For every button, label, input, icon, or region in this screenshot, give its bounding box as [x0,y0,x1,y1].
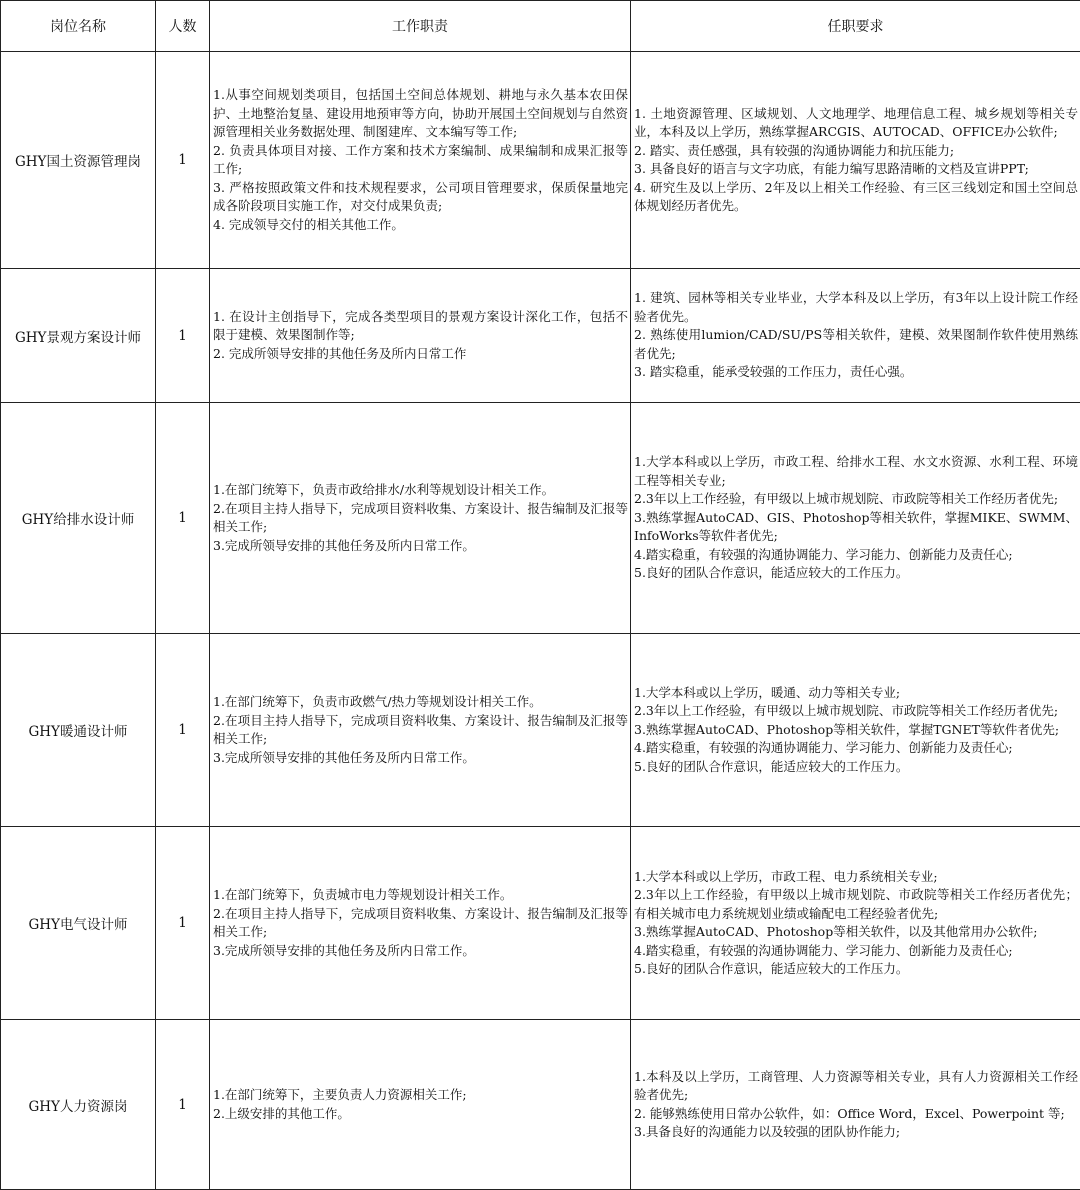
table-row [1,403,1080,634]
duties-cell [210,1020,631,1190]
requirement-item: 3. 具备良好的语言与文字功底，有能力编写思路清晰的文档及宣讲PPT; [634,161,1029,176]
requirement-item: 1. 建筑、园林等相关专业毕业，大学本科及以上学历，有3年以上设计院工作经验者优先。 [634,290,1078,324]
table-row [1,1020,1080,1190]
duty-item: 2. 完成所领导安排的其他任务及所内日常工作 [213,345,467,361]
duty-item: 1. 在设计主创指导下，完成各类型项目的景观方案设计深化工作，包括不限于建模、效果图制作等; [213,308,628,343]
duty-item: 1.在部门统筹下，负责城市电力等规划设计相关工作。 [213,887,513,902]
table-row [1,52,1080,269]
table-row [1,634,1080,827]
headcount: 1 [156,269,210,403]
duties-cell [210,403,631,634]
duty-item: 3. 严格按照政策文件和技术规程要求，公司项目管理要求，保质保量地完成各阶段项目实施工作，对交付成果负责; [213,179,628,213]
requirement-item: 5.良好的团队合作意识，能适应较大的工作压力。 [634,565,909,581]
requirement-item: 2.3年以上工作经验，有甲级以上城市规划院、市政院等相关工作经历者优先; [634,703,1059,719]
requirement-item: 1. 土地资源管理、区域规划、人文地理学、地理信息工程、城乡规划等相关专业，本科及以上学历，熟练掌握ARCGIS、AUTOCAD、OFFICE办公软件; [634,105,1078,139]
duties-cell [210,52,631,269]
requirements-cell [631,269,1080,403]
requirements-cell [631,403,1080,634]
requirement-item: 1.大学本科或以上学历，市政工程、电力系统相关专业; [634,868,938,884]
duty-item: 3.完成所领导安排的其他任务及所内日常工作。 [213,537,475,553]
requirement-item: 1.大学本科或以上学历，暖通、动力等相关专业; [634,684,901,700]
header-position: 岗位名称 [1,1,156,52]
duty-item: 3.完成所领导安排的其他任务及所内日常工作。 [213,749,475,765]
duty-item: 2.上级安排的其他工作。 [213,1105,350,1121]
duty-item: 2.在项目主持人指导下，完成项目资料收集、方案设计、报告编制及汇报等相关工作; [213,905,628,939]
requirements-cell [631,827,1080,1020]
position-name: GHY人力资源岗 [1,1020,156,1190]
duty-item: 1.在部门统筹下，负责市政给排水/水利等规划设计相关工作。 [213,482,555,497]
header-duties: 工作职责 [210,1,631,52]
duty-item: 2.在项目主持人指导下，完成项目资料收集、方案设计、报告编制及汇报等相关工作; [213,712,628,746]
header-row [1,1,1080,52]
requirement-item: 2. 踏实、责任感强，具有较强的沟通协调能力和抗压能力; [634,142,955,158]
position-name: GHY给排水设计师 [1,403,156,634]
table-row [1,269,1080,403]
requirement-item: 5.良好的团队合作意识，能适应较大的工作压力。 [634,758,909,774]
requirement-item: 4.踏实稳重，有较强的沟通协调能力、学习能力、创新能力及责任心; [634,546,1013,562]
position-name: GHY暖通设计师 [1,634,156,827]
duty-item: 2.在项目主持人指导下，完成项目资料收集、方案设计、报告编制及汇报等相关工作; [213,500,628,534]
requirement-item: 2. 熟练使用lumion/CAD/SU/PS等相关软件，建模、效果图制作软件使用熟练者优先; [634,327,1078,361]
requirement-item: 4.踏实稳重，有较强的沟通协调能力、学习能力、创新能力及责任心; [634,942,1013,958]
duties-cell [210,827,631,1020]
headcount: 1 [156,52,210,269]
duties-cell [210,634,631,827]
table-row [1,827,1080,1020]
position-name: GHY电气设计师 [1,827,156,1020]
requirement-item: 2.3年以上工作经验，有甲级以上城市规划院、市政院等相关工作经历者优先; [634,491,1059,507]
requirement-item: 3. 踏实稳重，能承受较强的工作压力，责任心强。 [634,364,913,380]
headcount: 1 [156,634,210,827]
header-count: 人数 [156,1,210,52]
headcount: 1 [156,1020,210,1190]
requirement-item: 3.熟练掌握AutoCAD、Photoshop等相关软件，以及其他常用办公软件; [634,924,1038,939]
requirements-cell [631,52,1080,269]
requirement-item: 3.熟练掌握AutoCAD、Photoshop等相关软件，掌握TGNET等软件者优先; [634,721,1060,737]
duties-cell [210,269,631,403]
duty-item: 1.从事空间规划类项目，包括国土空间总体规划、耕地与永久基本农田保护、土地整治复垦、建设用地预审等方向，协助开展国土空间规划与自然资源管理相关业务数据处理、制图建库、文本编写等工作; [213,87,628,139]
requirements-cell [631,634,1080,827]
requirement-item: 5.良好的团队合作意识，能适应较大的工作压力。 [634,961,909,976]
requirement-item: 2.3年以上工作经验，有甲级以上城市规划院、市政院等相关工作经历者优先；有相关城市电力系统规划业绩或输配电工程经验者优先; [634,887,1078,921]
header-requirements: 任职要求 [631,1,1080,52]
duty-item: 3.完成所领导安排的其他任务及所内日常工作。 [213,942,475,958]
requirement-item: 3.熟练掌握AutoCAD、GIS、Photoshop等相关软件，掌握MIKE、SWMM、InfoWorks等软件者优先; [634,509,1078,544]
position-name: GHY国土资源管理岗 [1,52,156,269]
requirement-item: 4.踏实稳重，有较强的沟通协调能力、学习能力、创新能力及责任心; [634,740,1013,756]
duty-item: 1.在部门统筹下，主要负责人力资源相关工作; [213,1087,467,1102]
requirement-item: 2. 能够熟练使用日常办公软件，如：Office Word，Excel、Powerpoint 等; [634,1105,1065,1121]
requirement-item: 4. 研究生及以上学历、2年及以上相关工作经验、有三区三线划定和国土空间总体规划经历者优先。 [634,179,1078,213]
requirement-item: 1.大学本科或以上学历，市政工程、给排水工程、水文水资源、水利工程、环境工程等相关专业; [634,454,1078,488]
requirements-cell [631,1020,1080,1190]
headcount: 1 [156,403,210,634]
duty-item: 4. 完成领导交付的相关其他工作。 [213,216,404,232]
headcount: 1 [156,827,210,1020]
duty-item: 1.在部门统筹下，负责市政燃气/热力等规划设计相关工作。 [213,694,542,709]
requirement-item: 1.本科及以上学历，工商管理、人力资源等相关专业，具有人力资源相关工作经验者优先; [634,1068,1078,1102]
requirement-item: 3.具备良好的沟通能力以及较强的团队协作能力; [634,1124,901,1139]
position-name: GHY景观方案设计师 [1,269,156,403]
duty-item: 2. 负责具体项目对接、工作方案和技术方案编制、成果编制和成果汇报等工作; [213,142,628,176]
